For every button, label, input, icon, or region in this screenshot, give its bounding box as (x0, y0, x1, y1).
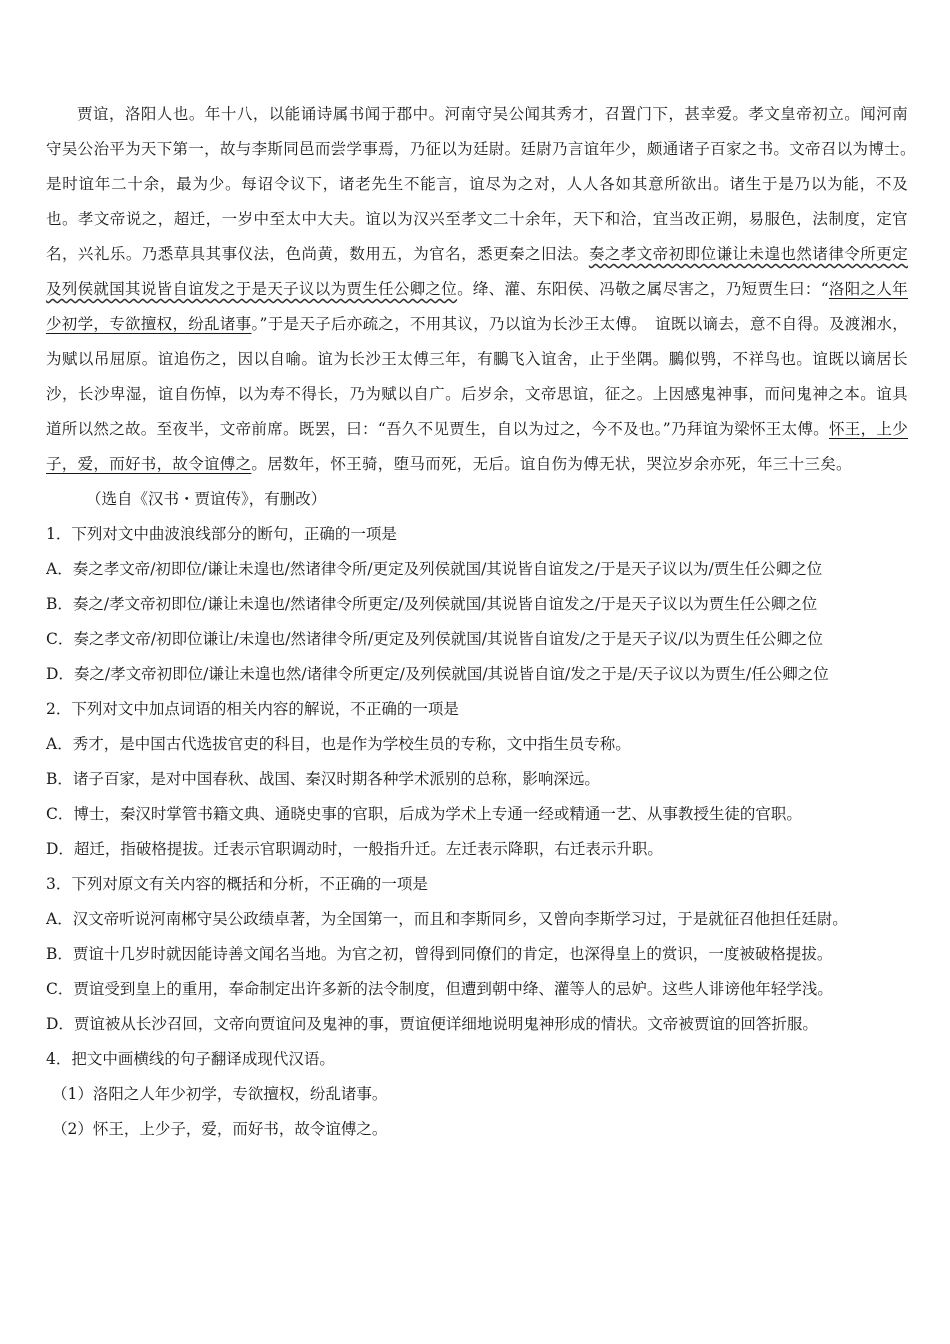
passage-part-3: 。”于是天子后亦疏之，不用其议，乃以谊为长沙王太傅。 谊既以谪去，意不自得。及渡湘水，为赋以吊屈原。谊追伤之，因以自喻。谊为长沙王太傅三年，有鵩飞入谊舍，止于坐隅。鵩似鸮，不祥鸟也。谊既以谪居长沙，长沙卑湿，谊自伤悼，以为寿不得长，乃为赋以自广。后岁余，文帝思谊，征之。上因感鬼神事，而问鬼神之本。谊具道所以然之故。至夜半，文帝前席。既罢，曰：“吾久不见贾生，自以为过之，今不及也。”乃拜谊为梁怀王太傅。 (46, 315, 908, 438)
option-b: B．贾谊十几岁时就因能诗善文闻名当地。为官之初，曾得到同僚们的肯定，也深得皇上的赏识，一度被破格提拔。 (46, 945, 833, 963)
option-a: A．奏之孝文帝/初即位/谦让未遑也/然诸律令所/更定及列侯就国/其说皆自谊发之/于是天子议以为/贾生任公卿之位 (46, 560, 823, 578)
option-c: C．博士，秦汉时掌管书籍文典、通晓史事的官职，后成为学术上专通一经或精通一艺、从事教授生徒的官职。 (46, 805, 802, 823)
question-stem: 2．下列对文中加点词语的相关内容的解说，不正确的一项是 (46, 700, 459, 718)
underlined-sentence-2: 怀王，上少子，爱，而好书，故令谊傅之 (46, 420, 908, 473)
passage-part-4: 。居数年，怀王骑，堕马而死，无后。谊自伤为傅无状，哭泣岁余亦死，年三十三矣。 (251, 455, 852, 473)
option-a: A．秀才，是中国古代选拔官吏的科目，也是作为学校生员的专称，文中指生员专称。 (46, 735, 631, 753)
option-d: D．贾谊被从长沙召回，文帝向贾谊问及鬼神的事，贾谊便详细地说明鬼神形成的情状。文帝被贾谊的回答折服。 (46, 1015, 818, 1033)
question-3 (46, 867, 908, 1042)
translation-item-2: （2）怀王，上少子，爱，而好书，故令谊傅之。 (52, 1120, 388, 1138)
question-1 (46, 517, 908, 692)
passage-text (46, 97, 924, 482)
source-citation: （选自《汉书・贾谊传》，有删改） (86, 490, 327, 508)
option-d: D．超迁，指破格提拔。迁表示官职调动时，一般指升迁。左迁表示降职，右迁表示升职。 (46, 840, 663, 858)
option-b: B．奏之/孝文帝初即位/谦让未遑也/然诸律令所更定/及列侯就国/其说皆自谊发之/于是天子议以为贾生任公卿之位 (46, 595, 818, 613)
underlined-sentence-1: 洛阳之人年少初学，专欲擅权，纷乱诸事 (46, 280, 908, 333)
question-stem: 4．把文中画横线的句子翻译成现代汉语。 (46, 1050, 335, 1068)
option-b: B．诸子百家，是对中国春秋、战国、秦汉时期各种学术派别的总称，影响深远。 (46, 770, 600, 788)
option-c: C．贾谊受到皇上的重用，奉命制定出许多新的法令制度，但遭到朝中绛、灌等人的忌妒。这些人诽谤他年轻学浅。 (46, 980, 833, 998)
option-c: C．奏之孝文帝/初即位谦让/未遑也/然诸律令所/更定及列侯就国/其说皆自谊发/之于是天子议/以为贾生任公卿之位 (46, 630, 823, 648)
passage-part-2: 。绛、灌、东阳侯、冯敬之属尽害之，乃短贾生曰：“ (457, 280, 829, 298)
option-d: D．奏之/孝文帝初即位/谦让未遑也然/诸律令所更定/及列侯就国/其说皆自谊/发之于是/天子议以为贾生/任公卿之位 (46, 665, 829, 683)
document-page (46, 97, 924, 1147)
passage-part-1: 贾谊，洛阳人也。年十八，以能诵诗属书闻于郡中。河南守吴公闻其秀才，召置门下，甚幸爱。孝文皇帝初立。闻河南守吴公治平为天下第一，故与李斯同邑而尝学事焉，乃征以为廷尉。廷尉乃言谊年少，颇通诸子百家之书。文帝召以为博士。 是时谊年二十余，最为少。每诏令议下，诸老先生不能言，谊尽为之对，人人各如其意所欲出。诸生于是乃以为能，不及也。孝文帝说之，超迁，一岁中至太中大夫。谊以为汉兴至孝文二十余年，天下和洽，宜当改正朔，易服色，法制度，定官名，兴礼乐。乃悉草具其事仪法，色尚黄，数用五，为官名，悉更秦之旧法。 (46, 105, 924, 263)
option-a: A．汉文帝听说河南郴守吴公政绩卓著，为全国第一，而且和李斯同乡，又曾向李斯学习过，于是就征召他担任廷尉。 (46, 910, 848, 928)
question-stem: 3．下列对原文有关内容的概括和分析，不正确的一项是 (46, 875, 428, 893)
question-4 (46, 1042, 908, 1147)
question-2 (46, 692, 908, 867)
wavy-underlined-sentence: 奏之孝文帝初即位谦让未遑也然诸律令所更定及列侯就国其说皆自谊发之于是天子议以为贾生任公卿之位 (46, 245, 908, 298)
translation-item-1: （1）洛阳之人年少初学，专欲擅权，纷乱诸事。 (52, 1085, 388, 1103)
question-stem: 1．下列对文中曲波浪线部分的断句，正确的一项是 (46, 525, 397, 543)
